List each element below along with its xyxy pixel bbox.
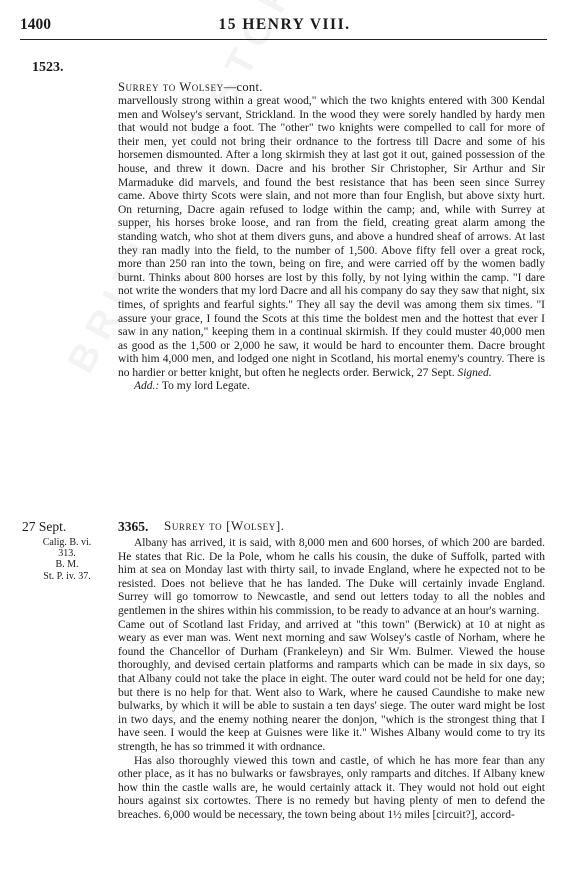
continued-entry-paragraph: marvellously strong within a great wood," which the two knights entered with 300 Kendal men and Wolsey's servant, Strickland. In the wood they were sorely handled by hardy men that would not budge a foot. The "other" two knights were compelled to call for more of their men, yet could not bring their ordnance to the fortress till Dacre and some of his horsemen dismounted. After a long skirmish they at last got it out, gained possession of the house, and threw it down. Dacre and his brother Sir Christopher, Sir Arthur and Sir Marmaduke did marvels, and found the best resistance that has been seen since Surrey came. Above thirty Scots were slain, and not more than four English, but above sixty hurt. On returning, Dacre again refused to lodge within the camp; and, while with Surrey at supper, his horses broke loose, and ran from the field, creating great alarm among the standing watch, who shot at them divers guns, and above a hundred sheaf of arrows. At last they ran madly into the field, to the number of 1,500. Above fifty fell over a great rock, more than 250 ran into the town, being on fire, and were carried off by the women badly burnt. Thinks about 800 horses are lost by this folly, by not lying within the camp. "I dare not write the wonders that my lord Dacre and all his company do say they saw that night, six times, of sprights and fearful sights." They all say the devil was among them six times. "I assure your grace, I found the Scots at this time the boldest men and the hottest that ever I saw in any nation," keeping them in a continual skirmish. If they could muster 40,000 men as good as the 1,500 or 2,000 he saw, it would be hard to encounter them. Dacre brought with him 4,000 men, and lodged one night in Scotland, his mortal enemy's country. There is no hardier or better knight, but often he neglects order. Berwick, 27 Sept. [118, 95, 545, 379]
continued-entry-heading [118, 80, 263, 95]
source-ref: Calig. B. vi. [42, 537, 92, 548]
continued-entry-body [118, 95, 545, 394]
running-title: 15 HENRY VIII. [218, 16, 351, 33]
continued-suffix: —cont. [223, 80, 263, 94]
year-label: 1523. [32, 60, 64, 75]
entry-body [118, 537, 545, 822]
page-header [20, 16, 549, 40]
source-ref: St. P. iv. 37. [43, 570, 91, 582]
source-ref: B. M. [55, 559, 79, 571]
entry-paragraph: Has also thoroughly viewed this town and castle, of which he has more fear than any other place, as it has no bulwarks or fawsbrayes, only ramparts and ditches. If Albany knew how thin the castle walls are, he would certainly attack it. They would not hold out eight hours against six cortowtes. There is no remedy but having plenty of men to defend the breaches. 6,000 would be necessary, the town being about 1½ miles [circuit?], accord- [118, 754, 545, 821]
address-line [118, 380, 545, 394]
address-text: To my lord Legate. [161, 380, 250, 393]
source-ref: 313. [58, 548, 76, 560]
entry-number: 3365. [118, 519, 149, 534]
address-label: Add.: [134, 380, 160, 393]
continued-entry-text [118, 95, 545, 380]
page-number: 1400 [20, 16, 51, 33]
entry-paragraph: Came out of Scotland last Friday, and arrived at "this town" (Berwick) at 10 at night as weary as ever man was. Went next morning and saw Wolsey's castle of Norham, where he found the Chancellor of Durham (Frankeleyn) and Sir Wm. Bulmer. Viewed the house thoroughly, and devised certain platforms and ramparts which can be made in six days, so that Albany could not take the place in eight. The outer ward could not be held for one day; but there is no help for that. Went also to Wark, where he caused Caundishe to make new bulwarks, by which it will be able to sustain a ten days' siege. The outer ward might be lost in two days, and the enemy nothing nearer the donjon, "which is the strongest thing that I have seen. I would the keep at Guisnes were like it." Wishes Albany would come to try its strength, he has so trimmed it with ordnance. [118, 618, 545, 753]
entry-title: Surrey to [Wolsey]. [164, 518, 285, 533]
entry-date: 27 Sept. [22, 519, 67, 534]
header-rule [20, 39, 547, 40]
entry-paragraph: Albany has arrived, it is said, with 8,000 men and 600 horses, of which 200 are barded. He states that Ric. De la Pole, whom he calls his cousin, the duke of Suffolk, parted with him at sea on Monday last with thirty sail, to invade England, where he expected not to be resisted. Does not believe that he has landed. The Duke will certainly invade England. Surrey will go tomorrow to Newcastle, and send out letters today to all the nobles and gentlemen in the shires within his commission, to be ready to advance at an hour's warning. [118, 537, 545, 617]
source-references [22, 537, 112, 582]
signed-mark: Signed. [457, 366, 492, 379]
continued-entry-sender: Surrey to Wolsey [118, 80, 224, 94]
